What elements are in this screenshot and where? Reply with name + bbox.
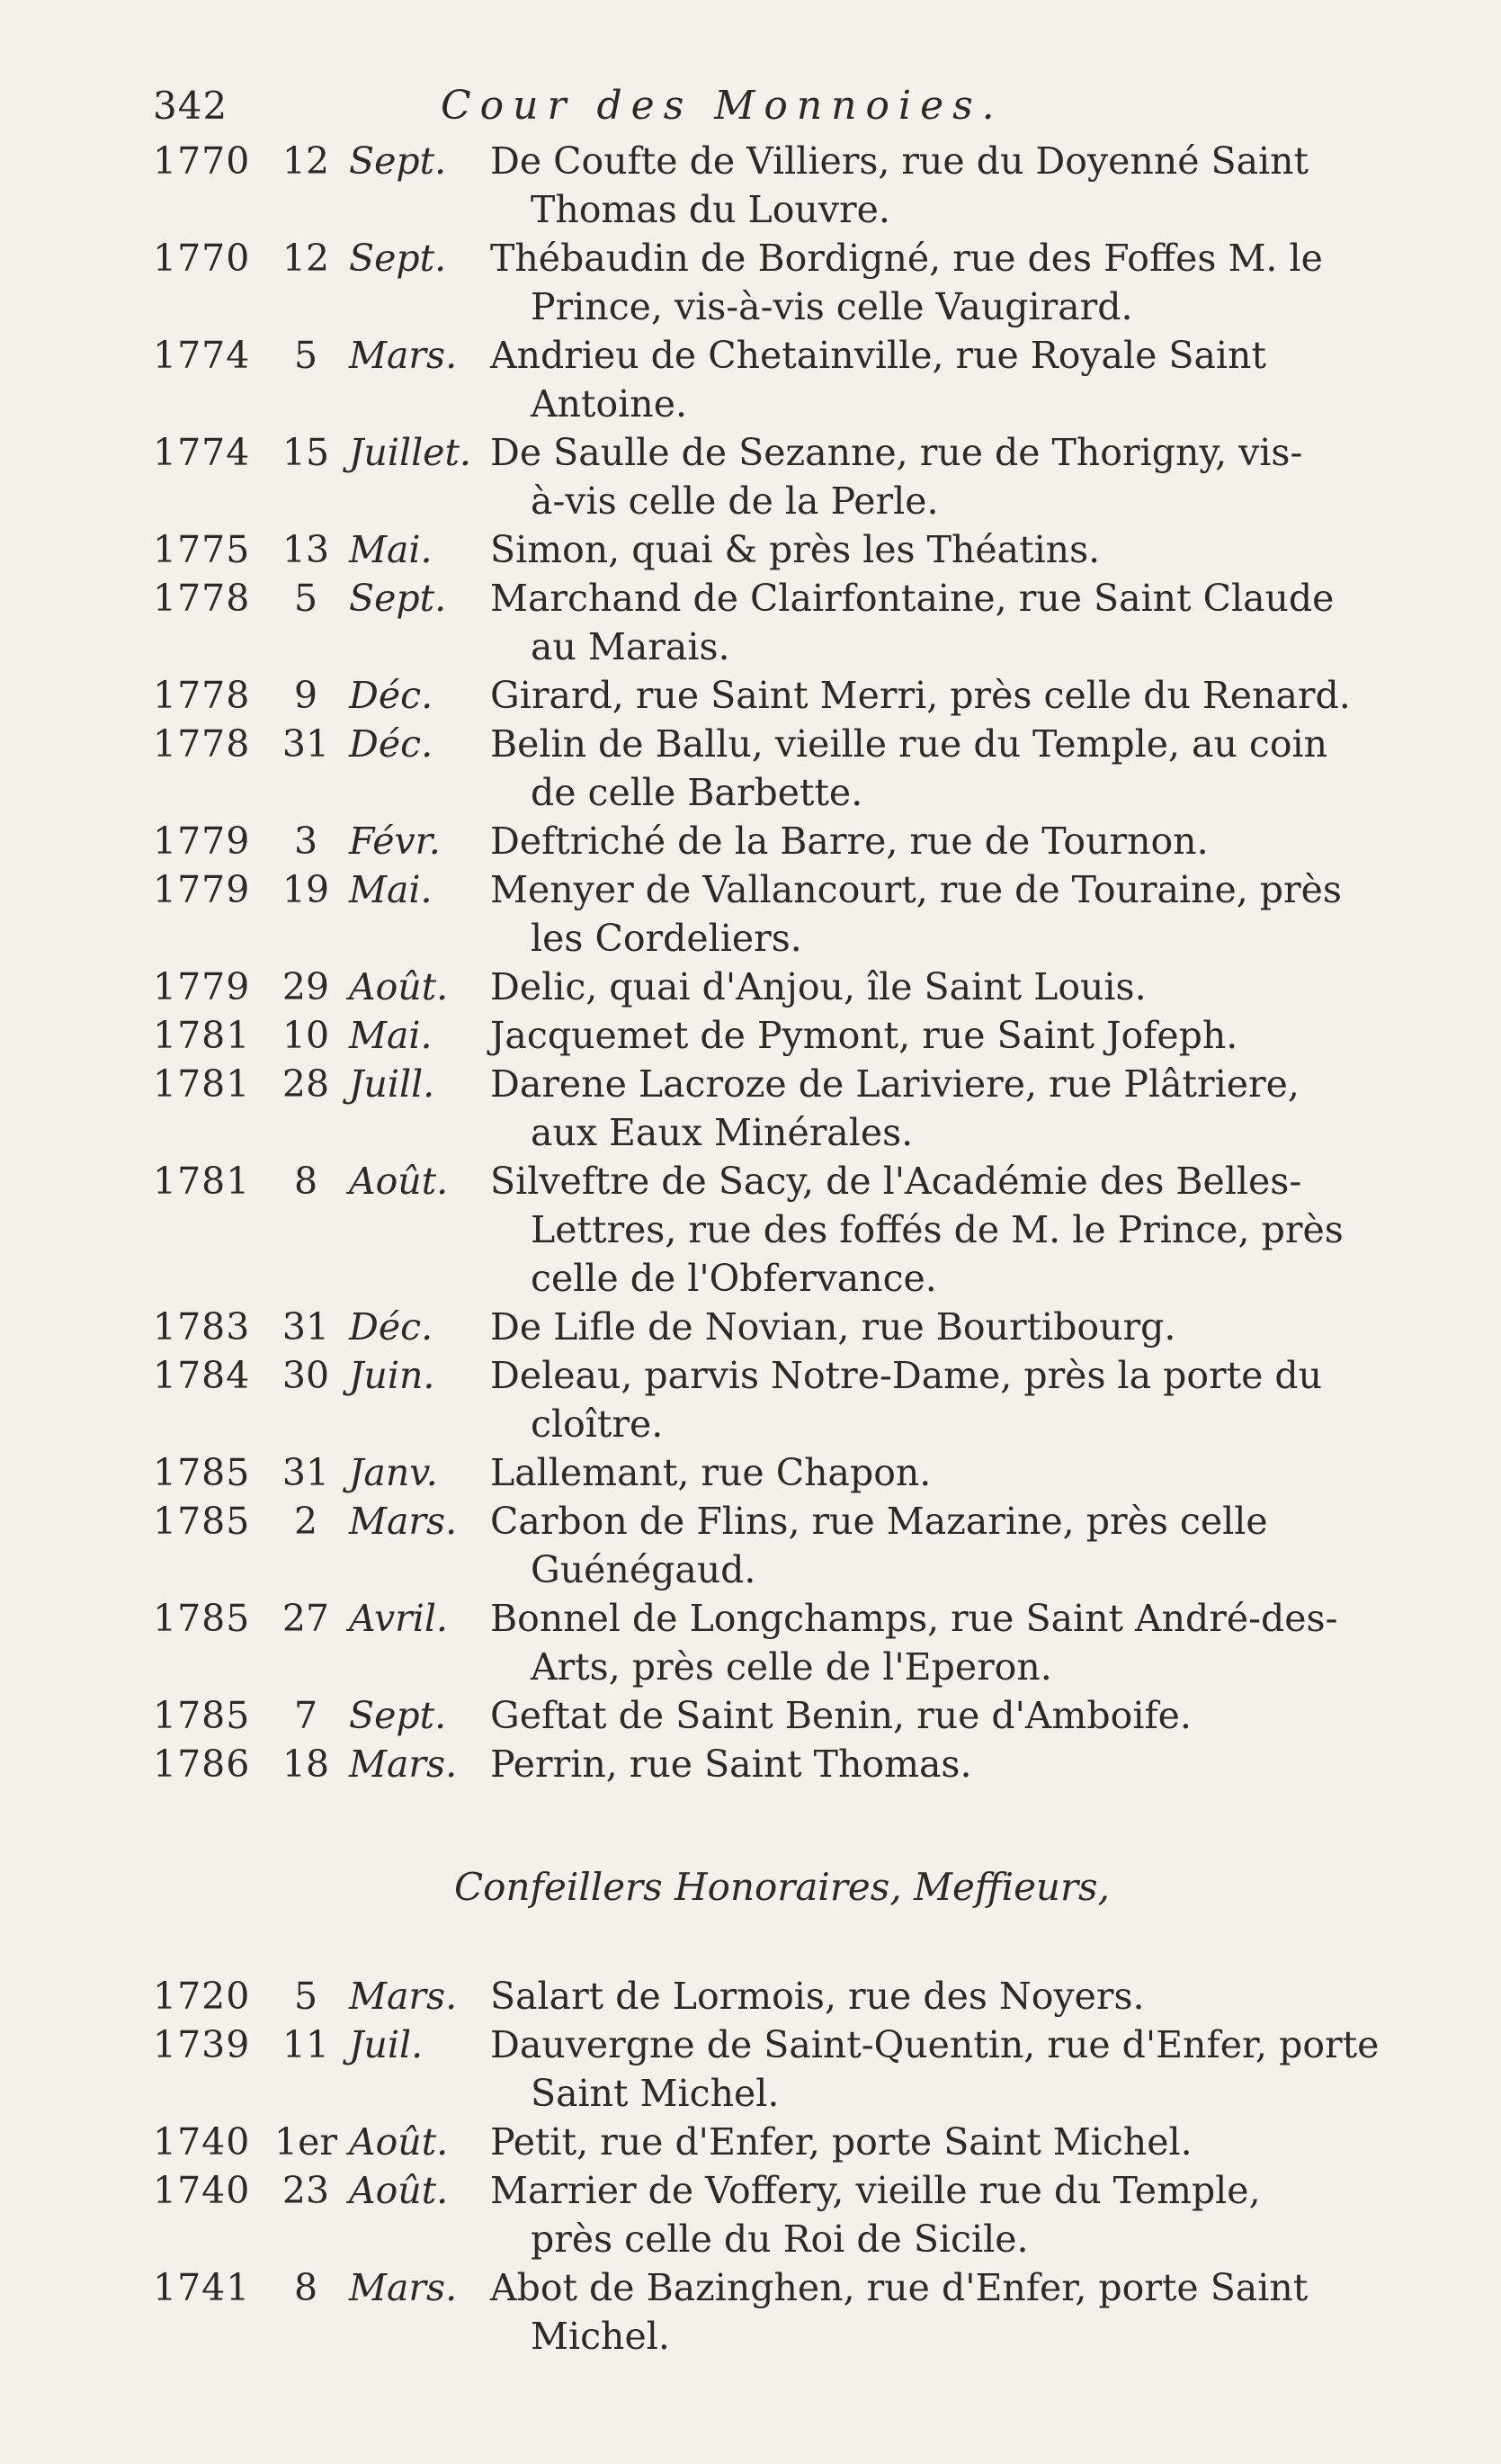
register-list xyxy=(0,137,1501,2361)
page-number: 342 xyxy=(153,84,228,128)
entry-year: 1779 xyxy=(153,965,251,1008)
entry-line-1: Perrin, rue Saint Thomas. xyxy=(490,1743,972,1786)
honorary-councillors-list xyxy=(0,1972,1501,2361)
entry-month: Août. xyxy=(349,965,449,1008)
register-entry xyxy=(0,1972,1501,2020)
entry-line-1: De Saulle de Sezanne, rue de Thorigny, vis- xyxy=(490,431,1303,474)
entry-text xyxy=(490,817,1448,865)
entry-text xyxy=(490,525,1448,574)
entry-line-2: Lettres, rue des foffés de M. le Prince, près xyxy=(531,1208,1344,1251)
entry-day: 2 xyxy=(293,1500,318,1543)
entry-year: 1740 xyxy=(153,2120,251,2164)
entry-day: 8 xyxy=(293,2266,318,2309)
entry-text xyxy=(490,1303,1448,1351)
register-entry xyxy=(0,428,1501,525)
entry-line-2: de celle Barbette. xyxy=(531,771,863,814)
entry-year: 1740 xyxy=(153,2169,251,2212)
register-entry xyxy=(0,2166,1501,2263)
register-entry xyxy=(0,1594,1501,1691)
entry-month: Mars. xyxy=(349,334,458,377)
entry-day: 23 xyxy=(281,2169,330,2212)
register-entry xyxy=(0,2263,1501,2361)
entry-day: 31 xyxy=(281,1305,330,1348)
entry-line-2: près celle du Roi de Sicile. xyxy=(531,2218,1029,2261)
entry-month: Mars. xyxy=(349,1500,458,1543)
entry-year: 1779 xyxy=(153,820,251,863)
entry-month: Sept. xyxy=(349,139,447,183)
entry-day: 8 xyxy=(293,1160,318,1203)
register-entry xyxy=(0,865,1501,963)
entry-text xyxy=(490,671,1448,720)
entry-day: 27 xyxy=(281,1597,330,1640)
entry-text xyxy=(490,2020,1448,2118)
entry-day: 13 xyxy=(281,528,330,571)
entry-line-2: Antoine. xyxy=(531,382,687,426)
entry-month: Mars. xyxy=(349,1743,458,1786)
entry-line-1: Menyer de Vallancourt, rue de Touraine, près xyxy=(490,868,1342,911)
entry-month: Mai. xyxy=(349,868,433,911)
entry-line-1: De Coufte de Villiers, rue du Doyenné Saint xyxy=(490,139,1309,183)
entry-text xyxy=(490,1351,1448,1448)
entry-line-2: Prince, vis-à-vis celle Vaugirard. xyxy=(531,285,1133,328)
entry-text xyxy=(490,963,1448,1011)
entry-year: 1781 xyxy=(153,1014,251,1057)
entry-year: 1781 xyxy=(153,1062,251,1106)
entry-line-1: Jacquemet de Pymont, rue Saint Jofeph. xyxy=(490,1014,1238,1057)
entry-line-1: Belin de Ballu, vieille rue du Temple, au coin xyxy=(490,722,1328,766)
entry-year: 1785 xyxy=(153,1597,251,1640)
entry-day: 29 xyxy=(281,965,330,1008)
entry-line-2: aux Eaux Minérales. xyxy=(531,1111,914,1154)
register-entry xyxy=(0,720,1501,817)
entry-day: 5 xyxy=(293,577,318,620)
entry-year: 1785 xyxy=(153,1500,251,1543)
entry-month: Avril. xyxy=(349,1597,448,1640)
entry-month: Juin. xyxy=(349,1354,435,1397)
entry-day: 12 xyxy=(281,237,330,280)
entry-month: Sept. xyxy=(349,1694,447,1737)
entry-year: 1779 xyxy=(153,868,251,911)
entry-month: Sept. xyxy=(349,577,447,620)
register-entry xyxy=(0,1157,1501,1303)
entry-day: 5 xyxy=(293,1975,318,2018)
entry-line-1: Girard, rue Saint Merri, près celle du Renard. xyxy=(490,674,1351,717)
entry-text xyxy=(490,1594,1448,1691)
entry-year: 1775 xyxy=(153,528,251,571)
entry-day: 15 xyxy=(281,431,330,474)
entry-year: 1778 xyxy=(153,722,251,766)
entry-text xyxy=(490,428,1448,525)
register-entry xyxy=(0,1448,1501,1497)
entry-year: 1774 xyxy=(153,334,251,377)
register-entry xyxy=(0,1740,1501,1788)
register-entry xyxy=(0,1497,1501,1594)
entry-year: 1741 xyxy=(153,2266,251,2309)
entry-year: 1785 xyxy=(153,1694,251,1737)
entry-month: Mars. xyxy=(349,2266,458,2309)
entry-day: 7 xyxy=(293,1694,318,1737)
entry-day: 19 xyxy=(281,868,330,911)
register-entry xyxy=(0,2020,1501,2118)
register-entry xyxy=(0,234,1501,331)
entry-line-2: au Marais. xyxy=(531,625,730,668)
entry-line-2: Arts, près celle de l'Eperon. xyxy=(531,1645,1052,1689)
entry-line-1: Simon, quai & près les Théatins. xyxy=(490,528,1101,571)
entry-text xyxy=(490,574,1448,671)
entry-year: 1739 xyxy=(153,2023,251,2066)
entry-month: Juill. xyxy=(349,1062,435,1106)
entry-line-1: Delic, quai d'Anjou, île Saint Louis. xyxy=(490,965,1147,1008)
entry-line-1: Lallemant, rue Chapon. xyxy=(490,1451,932,1494)
entry-month: Mai. xyxy=(349,1014,433,1057)
entry-month: Févr. xyxy=(349,820,441,863)
entry-text xyxy=(490,234,1448,331)
entry-line-1: Darene Lacroze de Lariviere, rue Plâtriere, xyxy=(490,1062,1300,1106)
entry-line-1: Deleau, parvis Notre-Dame, près la porte du xyxy=(490,1354,1323,1397)
register-entry xyxy=(0,963,1501,1011)
entry-text xyxy=(490,720,1448,817)
entry-line-1: Dauvergne de Saint-Quentin, rue d'Enfer, porte xyxy=(490,2023,1380,2066)
entry-day: 31 xyxy=(281,1451,330,1494)
entry-line-1: Marrier de Voffery, vieille rue du Temple, xyxy=(490,2169,1261,2212)
entry-line-1: Deftriché de la Barre, rue de Tournon. xyxy=(490,820,1209,863)
register-entry xyxy=(0,1351,1501,1448)
register-entry xyxy=(0,2118,1501,2166)
entry-line-2: Guénégaud. xyxy=(531,1548,756,1591)
entry-text xyxy=(490,1691,1448,1740)
entry-line-2: cloître. xyxy=(531,1402,664,1446)
register-entry xyxy=(0,525,1501,574)
entry-line-2: les Cordeliers. xyxy=(531,917,802,960)
entry-line-2: Michel. xyxy=(531,2315,670,2358)
entry-line-1: Carbon de Flins, rue Mazarine, près celle xyxy=(490,1500,1268,1543)
running-header xyxy=(153,79,1466,133)
entry-text xyxy=(490,1497,1448,1594)
entry-year: 1784 xyxy=(153,1354,251,1397)
councillors-list xyxy=(0,137,1501,1788)
entry-month: Sept. xyxy=(349,237,447,280)
page-title: Cour des Monnoies. xyxy=(441,83,1004,129)
register-entry xyxy=(0,574,1501,671)
register-entry xyxy=(0,331,1501,428)
entry-year: 1770 xyxy=(153,139,251,183)
entry-text xyxy=(490,1448,1448,1497)
entry-text xyxy=(490,1060,1448,1157)
register-entry xyxy=(0,1060,1501,1157)
entry-day: 28 xyxy=(281,1062,330,1106)
entry-year: 1778 xyxy=(153,674,251,717)
entry-month: Mai. xyxy=(349,528,433,571)
entry-line-1: Andrieu de Chetainville, rue Royale Saint xyxy=(490,334,1266,377)
register-entry xyxy=(0,1303,1501,1351)
entry-line-1: Geftat de Saint Benin, rue d'Amboife. xyxy=(490,1694,1192,1737)
register-entry xyxy=(0,671,1501,720)
entry-text xyxy=(490,2118,1448,2166)
entry-line-2: Thomas du Louvre. xyxy=(531,188,890,231)
register-entry xyxy=(0,817,1501,865)
entry-year: 1783 xyxy=(153,1305,251,1348)
section-heading: Confeillers Honoraires, Meffieurs, xyxy=(454,1865,1110,1909)
entry-text xyxy=(490,331,1448,428)
entry-line-1: Marchand de Clairfontaine, rue Saint Claude xyxy=(490,577,1335,620)
entry-year: 1774 xyxy=(153,431,251,474)
entry-year: 1720 xyxy=(153,1975,251,2018)
entry-day: 12 xyxy=(281,139,330,183)
entry-text xyxy=(490,137,1448,234)
entry-line-2: Saint Michel. xyxy=(531,2072,780,2115)
entry-month: Juillet. xyxy=(349,431,471,474)
entry-year: 1785 xyxy=(153,1451,251,1494)
entry-line-1: Thébaudin de Bordigné, rue des Foffes M. le xyxy=(490,237,1323,280)
entry-text xyxy=(490,865,1448,963)
entry-day: 18 xyxy=(281,1743,330,1786)
entry-line-1: Silveftre de Sacy, de l'Académie des Belles- xyxy=(490,1160,1302,1203)
entry-year: 1770 xyxy=(153,237,251,280)
entry-text xyxy=(490,1011,1448,1060)
entry-line-1: Petit, rue d'Enfer, porte Saint Michel. xyxy=(490,2120,1193,2164)
entry-year: 1786 xyxy=(153,1743,251,1786)
entry-day: 3 xyxy=(293,820,318,863)
register-entry xyxy=(0,137,1501,234)
entry-month: Déc. xyxy=(349,722,433,766)
entry-year: 1781 xyxy=(153,1160,251,1203)
entry-text xyxy=(490,1740,1448,1788)
entry-day: 30 xyxy=(281,1354,330,1397)
entry-month: Juil. xyxy=(349,2023,424,2066)
entry-day: 31 xyxy=(281,722,330,766)
entry-line-3: celle de l'Obfervance. xyxy=(531,1257,937,1300)
entry-day: 9 xyxy=(293,674,318,717)
entry-text xyxy=(490,1157,1448,1303)
entry-month: Déc. xyxy=(349,1305,433,1348)
entry-line-1: Abot de Bazinghen, rue d'Enfer, porte Saint xyxy=(490,2266,1309,2309)
entry-day: 11 xyxy=(281,2023,330,2066)
entry-text xyxy=(490,2263,1448,2361)
entry-day: 5 xyxy=(293,334,318,377)
entry-text xyxy=(490,2166,1448,2263)
entry-text xyxy=(490,1972,1448,2020)
entry-month: Mars. xyxy=(349,1975,458,2018)
register-entry xyxy=(0,1011,1501,1060)
entry-year: 1778 xyxy=(153,577,251,620)
entry-month: Déc. xyxy=(349,674,433,717)
entry-line-2: à-vis celle de la Perle. xyxy=(531,479,939,523)
entry-line-1: De Lifle de Novian, rue Bourtibourg. xyxy=(490,1305,1176,1348)
entry-day: 10 xyxy=(281,1014,330,1057)
entry-month: Août. xyxy=(349,1160,449,1203)
register-entry xyxy=(0,1691,1501,1740)
entry-line-1: Salart de Lormois, rue des Noyers. xyxy=(490,1975,1145,2018)
entry-day: 1er xyxy=(274,2120,337,2164)
entry-month: Janv. xyxy=(349,1451,438,1494)
entry-month: Août. xyxy=(349,2169,449,2212)
entry-month: Août. xyxy=(349,2120,449,2164)
entry-line-1: Bonnel de Longchamps, rue Saint André-des- xyxy=(490,1597,1338,1640)
